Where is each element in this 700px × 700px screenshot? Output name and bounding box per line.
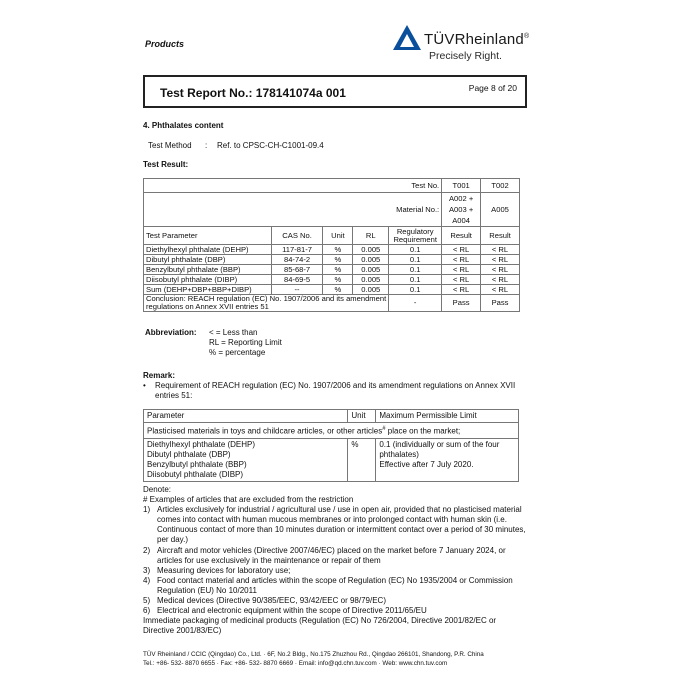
table-row: Diethylhexyl phthalate (DEHP) 117-81-7 % 0.005 0.1 < RL < RL xyxy=(144,245,520,255)
denote-section xyxy=(143,485,527,636)
header-cell: Unit xyxy=(323,227,353,245)
list-item: 6) Electrical and electronic equipment within the scope of Directive 2011/65/EU xyxy=(143,606,427,616)
abbreviation-label: Abbreviation: xyxy=(145,328,197,337)
test-result-heading: Test Result: xyxy=(143,160,189,169)
header-cell: Parameter xyxy=(144,410,348,423)
list-item: 4) Food contact material and articles within the scope of Regulation (EC) No 1935/2004 or Commission Regulation (EU) No 10/2011 xyxy=(143,575,513,595)
test-no-cell: T002 xyxy=(481,179,520,193)
list-item: 3) Measuring devices for laboratory use; xyxy=(143,565,291,575)
table-row: Diisobutyl phthalate (DIBP) 84-69-5 % 0.005 0.1 < RL < RL xyxy=(144,275,520,285)
header-cell: Result xyxy=(481,227,520,245)
header-cell: Unit xyxy=(348,410,376,423)
remark-body: • Requirement of REACH regulation (EC) No. 1907/2006 and its amendment regulations on Annex XVII entries 51: xyxy=(143,381,516,400)
report-header-box xyxy=(143,75,527,108)
section-title: 4. Phthalates content xyxy=(143,121,224,130)
scope-row: Plasticised materials in toys and childcare articles, or other articles# place on the market; xyxy=(144,423,519,439)
table-row: Sum (DEHP+DBP+BBP+DIBP) -- % 0.005 0.1 < RL < RL xyxy=(144,285,520,295)
abbreviation-list: < = Less than RL = Reporting Limit % = percentage xyxy=(209,328,282,357)
limit-table xyxy=(143,409,519,482)
list-item: 5) Medical devices (Directive 90/385/EEC, 93/42/EEC or 98/79/EC) xyxy=(143,596,386,606)
table-row: Dibutyl phthalate (DBP) 84-74-2 % 0.005 0.1 < RL < RL xyxy=(144,255,520,265)
test-method-sep: : xyxy=(205,141,208,150)
header-cell: Maximum Permissible Limit xyxy=(376,410,519,423)
conclusion-text: Conclusion: REACH regulation (EC) No. 1907/2006 and its amendment regulations on Annex XVII entries 51 xyxy=(144,295,389,312)
tuv-triangle-icon xyxy=(392,24,422,52)
footer-address: TÜV Rheinland / CCIC (Qingdao) Co., Ltd. · 6F, No.2 Bldg., No.175 Zhuzhou Rd., Qingdao 266101, Shandong, P.R. China xyxy=(143,651,484,658)
tuv-logo xyxy=(392,24,552,68)
list-item: 1) Articles exclusively for industrial / agricultural use / use in open air, provided that no plasticised material comes into contact with human mucous membranes or into prolonged contact with human skin (i.e. Continuous contact of more than 10 minutes duration or intermittent contact over a period of 30 minutes, per day.) xyxy=(143,505,526,545)
conclusion-row: Conclusion: REACH regulation (EC) No. 1907/2006 and its amendment regulations on Annex XVII entries 51 - Pass Pass xyxy=(144,295,520,312)
denote-outro: Immediate packaging of medicinal products (Regulation (EC) No 726/2004, Directive 2001/82/EC or Directive 2001/83/EC) xyxy=(143,616,497,636)
material-no-cell: A002 + A003 + A004 xyxy=(442,193,481,227)
table-row: Diethylhexyl phthalate (DEHP) Dibutyl phthalate (DBP) Benzylbutyl phthalate (BBP) Diisobutyl phthalate (DIBP) % 0.1 (individually or sum of the four phthalates) Effective after 7 July 2020. xyxy=(144,438,519,481)
header-cell: Regulatory Requirement xyxy=(389,227,442,245)
header-cell: Result xyxy=(442,227,481,245)
logo-slogan: Precisely Right. xyxy=(429,50,502,62)
logo-wordmark: TÜVRheinland® xyxy=(424,31,530,48)
page-number: Page 8 of 20 xyxy=(468,83,517,93)
denote-intro: # Examples of articles that are excluded from the restriction xyxy=(143,495,354,505)
material-no-cell: A005 xyxy=(481,193,520,227)
test-no-cell: T001 xyxy=(442,179,481,193)
remark-heading: Remark: xyxy=(143,371,176,380)
test-method-value: Ref. to CPSC-CH-C1001-09.4 xyxy=(217,141,324,150)
footer xyxy=(143,650,484,668)
header-cell: CAS No. xyxy=(271,227,323,245)
header-cell: RL xyxy=(353,227,389,245)
footer-contact: Tel.: +86- 532- 8870 6655 · Fax: +86- 532- 8870 6669 · Email: info@qd.chn.tuv.com · Web: www.chn.tuv.com xyxy=(143,660,448,667)
section-label: Products xyxy=(145,39,185,49)
result-table xyxy=(143,178,520,312)
denote-heading: Denote: xyxy=(143,485,172,494)
table-row: Benzylbutyl phthalate (BBP) 85-68-7 % 0.005 0.1 < RL < RL xyxy=(144,265,520,275)
list-item: 2) Aircraft and motor vehicles (Directive 2007/46/EC) placed on the market before 7 January 2024, or articles for use exclusively in the maintenance or repair of them xyxy=(143,545,506,565)
header-cell: Test Parameter xyxy=(144,227,272,245)
test-method-label: Test Method xyxy=(148,141,192,150)
test-no-label: Test No. xyxy=(144,179,442,193)
material-no-label: Material No.: xyxy=(144,193,442,227)
report-title: Test Report No.: 178141074a 001 xyxy=(160,86,346,100)
